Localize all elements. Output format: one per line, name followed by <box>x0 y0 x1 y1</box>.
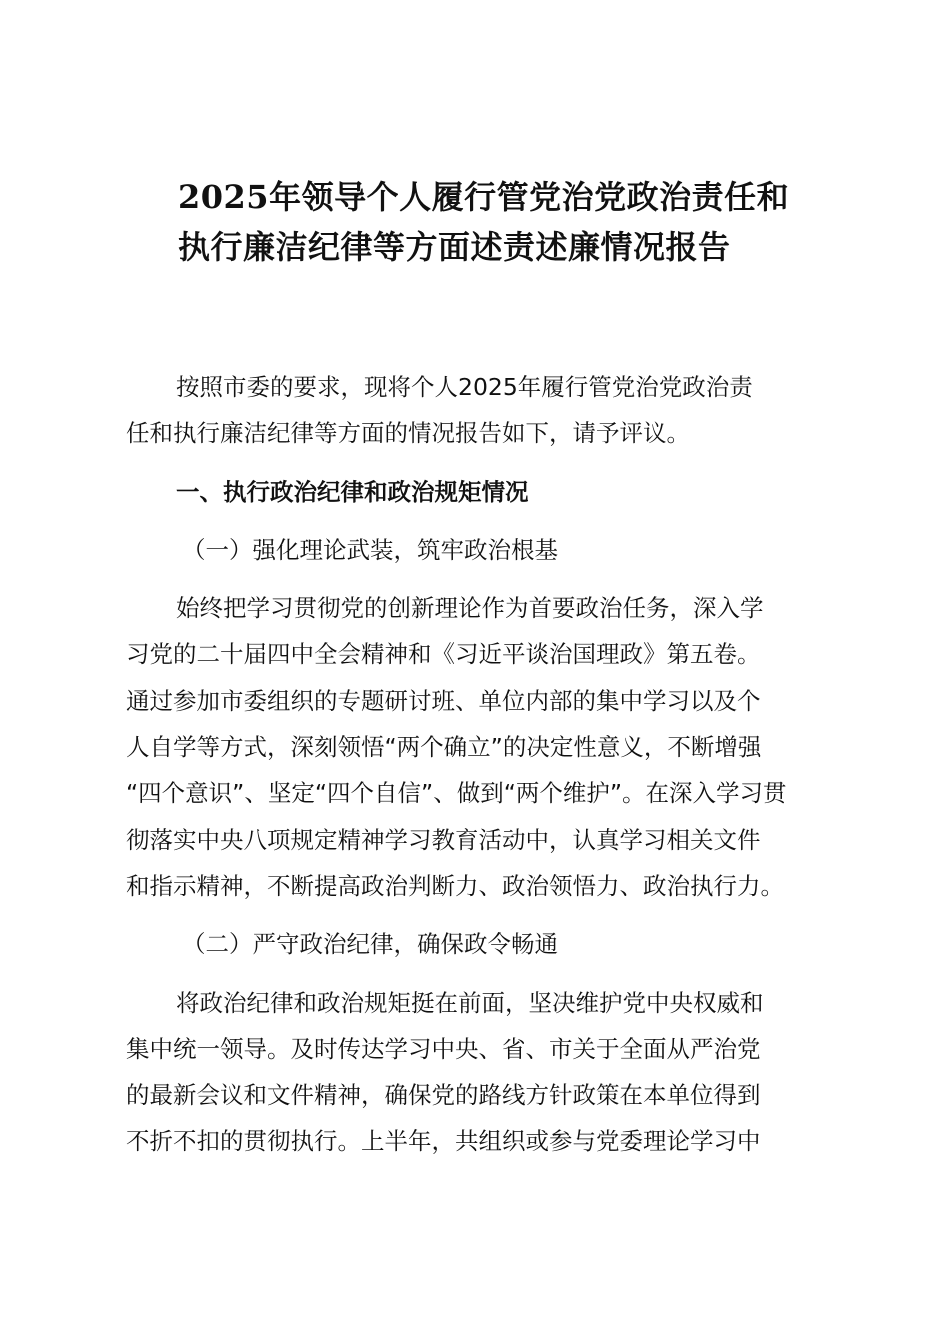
sub2-line-3: 的最新会议和文件精神，确保党的路线方针政策在本单位得到 <box>126 1081 761 1110</box>
subsection-heading-2: （二）严守政治纪律，确保政令畅通 <box>182 930 558 959</box>
sub1-line-2: 习党的二十届四中全会精神和《习近平谈治国理政》第五卷。 <box>126 640 761 669</box>
intro-line-2: 任和执行廉洁纪律等方面的情况报告如下，请予评议。 <box>126 419 690 448</box>
sub1-line-3: 通过参加市委组织的专题研讨班、单位内部的集中学习以及个 <box>126 686 761 715</box>
sub2-line-2: 集中统一领导。及时传达学习中央、省、市关于全面从严治党 <box>126 1034 761 1063</box>
document-body <box>126 364 836 1165</box>
intro-paragraph <box>126 364 836 457</box>
section-heading-1: 一、执行政治纪律和政治规矩情况 <box>176 477 529 506</box>
sub1-line-4: 人自学等方式，深刻领悟“两个确立”的决定性意义，不断增强 <box>126 733 762 762</box>
sub2-line-1: 将政治纪律和政治规矩挺在前面，坚决维护党中央权威和 <box>176 988 764 1017</box>
intro-line-1: 按照市委的要求，现将个人2025年履行管党治党政治责 <box>176 373 753 401</box>
subsection-1-paragraph <box>126 585 836 909</box>
subsection-2-paragraph <box>126 980 836 1165</box>
subsection-heading-1: （一）强化理论武装，筑牢政治根基 <box>182 535 558 564</box>
sub1-line-5: “四个意识”、坚定“四个自信”、做到“两个维护”。在深入学习贯 <box>126 779 787 808</box>
document-title <box>178 172 858 272</box>
sub1-line-7: 和指示精神，不断提高政治判断力、政治领悟力、政治执行力。 <box>126 871 784 900</box>
title-line-1: 2025年领导个人履行管党治党政治责任和 <box>178 178 790 216</box>
sub2-line-4: 不折不扣的贯彻执行。上半年，共组织或参与党委理论学习中 <box>126 1127 761 1156</box>
title-line-2: 执行廉洁纪律等方面述责述廉情况报告 <box>178 228 731 266</box>
sub1-line-1: 始终把学习贯彻党的创新理论作为首要政治任务，深入学 <box>176 594 764 623</box>
sub1-line-6: 彻落实中央八项规定精神学习教育活动中，认真学习相关文件 <box>126 825 761 854</box>
